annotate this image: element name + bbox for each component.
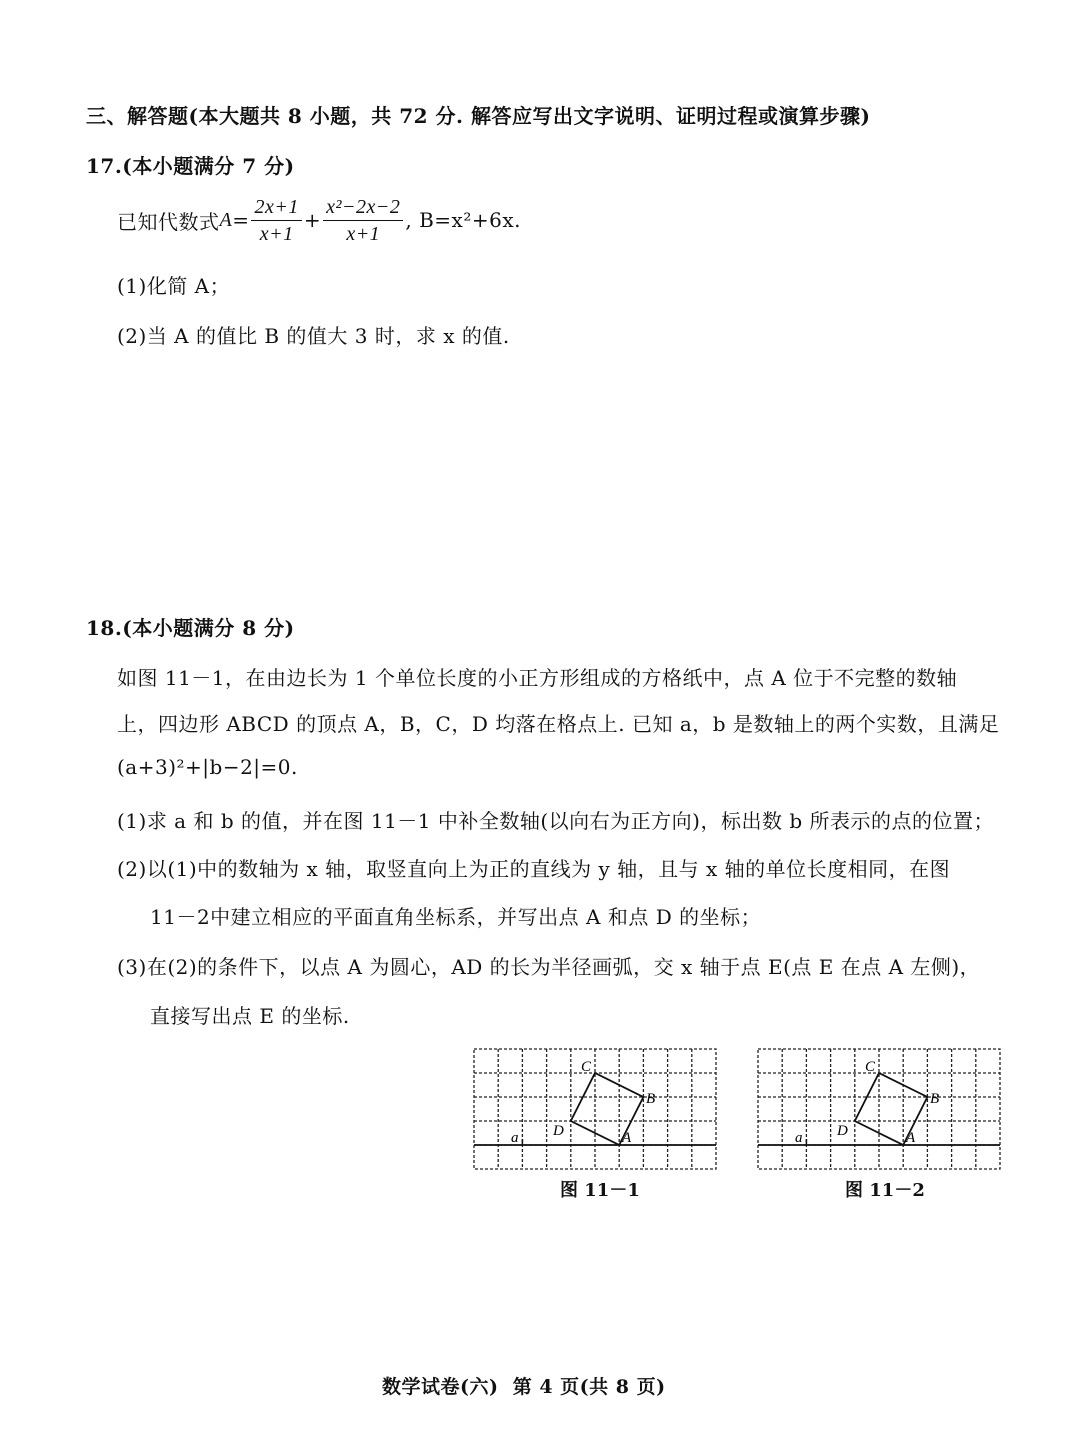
q18-part3-line2: 直接写出点 E 的坐标. bbox=[150, 1004, 350, 1028]
q17-fraction-1-numerator: 2x+1 bbox=[251, 195, 301, 221]
label-a-point-11-1: A bbox=[622, 1130, 632, 1146]
figure-11-1 bbox=[470, 1045, 720, 1173]
q17-stem-prefix: 已知代数式 bbox=[117, 209, 220, 234]
grid-11-1 bbox=[474, 1049, 716, 1169]
quadrilateral-abcd-11-2 bbox=[855, 1073, 928, 1145]
q17-part1: (1)化简 A； bbox=[117, 274, 231, 298]
label-b-11-2: B bbox=[930, 1091, 940, 1107]
caption-11-1: 图 11－1 bbox=[560, 1180, 640, 1201]
q17-fraction-1 bbox=[251, 195, 301, 246]
q18-part1: (1)求 a 和 b 的值，并在图 11－1 中补全数轴(以向右为正方向)，标出数 b 所表示的点的位置； bbox=[117, 809, 994, 833]
label-a-point-11-2: A bbox=[906, 1130, 916, 1146]
q18-part2-line1: (2)以(1)中的数轴为 x 轴，取竖直向上为正的直线为 y 轴，且与 x 轴的单位长度相同，在图 bbox=[117, 857, 951, 881]
grid-11-2 bbox=[758, 1049, 1000, 1169]
q17-fraction-2-numerator: x²−2x−2 bbox=[323, 195, 403, 221]
label-c-11-2: C bbox=[865, 1059, 876, 1075]
q18-header: 18.(本小题满分 8 分) bbox=[86, 616, 295, 640]
q17-fraction-1-denominator: x+1 bbox=[259, 222, 294, 245]
q18-line2: 上，四边形 ABCD 的顶点 A，B，C，D 均落在格点上. 已知 a，b 是数轴上的两个实数，且满足 bbox=[117, 712, 1000, 736]
q18-line1: 如图 11－1，在由边长为 1 个单位长度的小正方形组成的方格纸中，点 A 位于不完整的数轴 bbox=[117, 666, 958, 690]
page-footer: 数学试卷(六) 第 4 页(共 8 页) bbox=[382, 1376, 666, 1398]
q17-var-a: A bbox=[219, 208, 233, 231]
q18-line3: (a+3)²+|b−2|=0. bbox=[117, 755, 298, 779]
q18-part3-line1: (3)在(2)的条件下，以点 A 为圆心，AD 的长为半径画弧，交 x 轴于点 E(点 E 在点 A 左侧)， bbox=[117, 955, 981, 979]
q17-header: 17.(本小题满分 7 分) bbox=[86, 154, 295, 178]
label-d-11-1: D bbox=[553, 1123, 564, 1139]
q17-plus: + bbox=[303, 208, 322, 232]
q17-b-definition: , B=x²+6x. bbox=[405, 208, 521, 232]
q18-part2-line2: 11－2中建立相应的平面直角坐标系，并写出点 A 和点 D 的坐标； bbox=[150, 905, 762, 929]
q17-part2: (2)当 A 的值比 B 的值大 3 时，求 x 的值. bbox=[117, 324, 510, 348]
label-a-number-11-1: a bbox=[511, 1130, 519, 1146]
figure-11-2 bbox=[754, 1045, 1004, 1173]
section-heading: 三、解答题(本大题共 8 小题，共 72 分. 解答应写出文字说明、证明过程或演算步骤) bbox=[86, 104, 871, 128]
label-c-11-1: C bbox=[581, 1059, 592, 1075]
label-b-11-1: B bbox=[646, 1091, 656, 1107]
label-d-11-2: D bbox=[837, 1123, 848, 1139]
caption-11-2: 图 11－2 bbox=[845, 1180, 925, 1201]
q17-fraction-2 bbox=[323, 195, 403, 246]
q17-equals: = bbox=[232, 208, 250, 232]
q17-fraction-2-denominator: x+1 bbox=[346, 222, 381, 245]
label-a-number-11-2: a bbox=[795, 1130, 803, 1146]
quadrilateral-abcd-11-1 bbox=[571, 1073, 644, 1145]
q17-stem bbox=[117, 192, 521, 248]
